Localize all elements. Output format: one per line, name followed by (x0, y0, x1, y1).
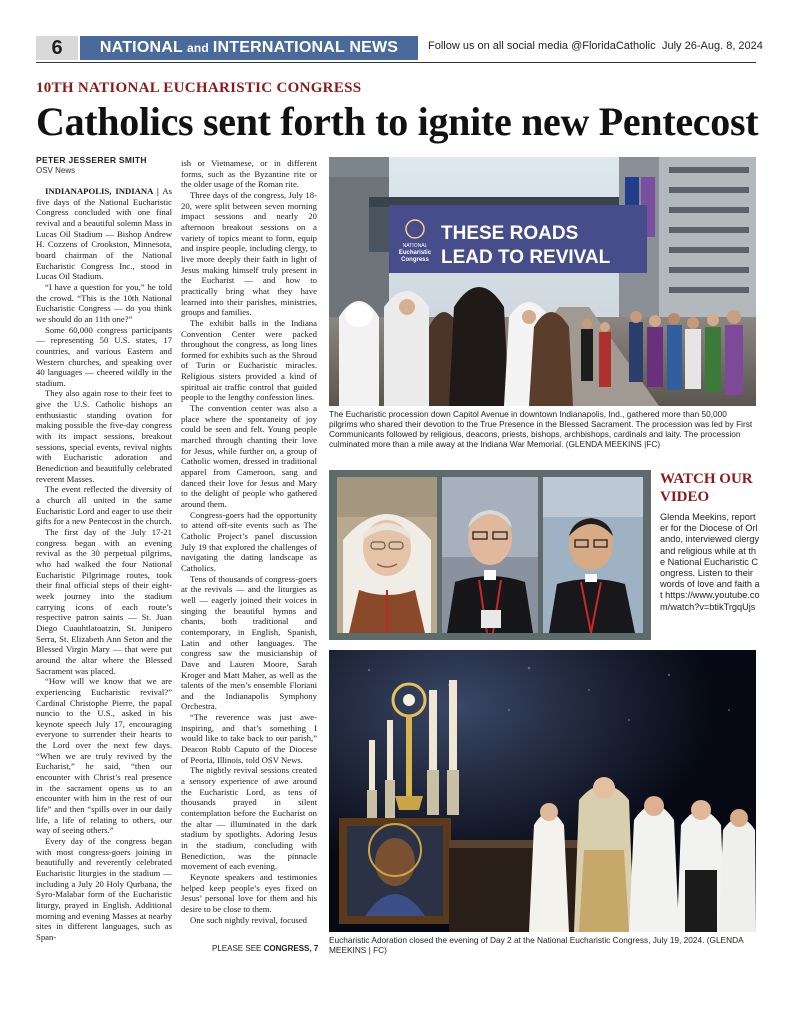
section-banner (80, 36, 418, 60)
video-stills (329, 470, 651, 640)
article-paragraph: “How will we know that we are experiencing Eucharistic revival?” Cardinal Christophe Pierre, the papal nuncio to the U.S., asked in his keynote speech July 17, encouraging everyone to surrender their hearts to the Lord over the next few days. “When we are truly revived by the Eucharist,” he said, “then our encounter with Christ’s real presence in the sacrament opens us to an encounter with him in the rest of our life” and then “spills over in our daily life, a life of relating to others, our way of seeing others.” (36, 676, 172, 836)
social-media-line: Follow us on all social media @FloridaCatholic (428, 40, 656, 52)
article-paragraph: Three days of the congress, July 18-20, were split between seven morning impact sessions and nearly 20 afternoon breakout sessions on a variety of topics meant to form, equip and inspire people, including clergy, to live more deeply their faith in light of Jesus making himself truly present in the Eucharist — and how to practically bring what they have learned into their parishes, ministries, groups and families. (181, 189, 317, 318)
article-column-2 (181, 158, 317, 940)
adoration-caption: Eucharistic Adoration closed the evening of Day 2 at the National Eucharistic Congress, July 19, 2024. (GLENDA MEEKINS | FC) (329, 935, 744, 955)
banner-line-2: LEAD TO REVIVAL (441, 247, 611, 268)
article-paragraph: Every day of the congress began with most congress-goers joining in beautifully and reverently celebrated Eucharistic liturgies in the stadium — including a July 20 Holy Qurbana, the Syro-Malabar form of the Eucharistic liturgy, prayed in English. Additional morning and evening Masses at nearby sites in different languages, such as Span- (36, 836, 172, 942)
article-paragraph: “I have a question for you,” he told the crowd. “This is the 10th National Eucharistic Congress — do you think we should do an 11th one?” (36, 281, 172, 324)
section-label-main: NATIONAL (99, 39, 183, 56)
banner-logo-small: NATIONAL (402, 243, 428, 249)
watch-video-text[interactable]: Glenda Meekins, reporter for the Diocese of Orlando, interviewed clergy and religious while at the National Eucharistic Congress. Listen to their words of love and faith at https://www.youtube.com/watch?v=btikTrgqUjs (660, 512, 760, 612)
article-paragraph: Congress-goers had the opportunity to attend off-site events such as The Catholic Project’s panel discussion July 19 that explored the challenges of navigating the dating landscape as Catholics. (181, 509, 317, 573)
adoration-illustration (329, 650, 756, 932)
article-paragraph: Keynote speakers and testimonies helped keep people’s eyes fixed on Jesus’ personal love for them and his desire to be close to them. (181, 871, 317, 914)
procession-photo (329, 157, 756, 406)
dateline: INDIANAPOLIS, INDIANA | (45, 186, 159, 196)
article-paragraph: Tens of thousands of congress-goers at the revivals — and the liturgies as well — eagerly joined their voices in singing the beautiful hymns and chants, both traditional and contemporary, in English, Spanish, Latin and other languages. The congress saw the musicianship of Dave and Lauren Moore, Sarah Kroger and Matt Maher, as well as the talents of the men’s ensemble Floriani and the Indianapolis Symphony Orchestra. (181, 573, 317, 712)
article-paragraph: One such nightly revival, focused (190, 914, 308, 925)
article-paragraph: INDIANAPOLIS, INDIANA | As five days of the National Eucharistic Congress concluded with one final revival and a beautiful solemn Mass in Lucas Oil Stadium — Bishop Andrew H. Cozzens of Crookston, Minnesota, board chairman of the National Eucharistic Congress Inc., stood in Lucas Oil Stadium. (36, 186, 172, 282)
article-paragraph: The first day of the July 17-21 congress began with an evening revival as the 30 perpetual pilgrims, who had walked the four National Eucharistic Pilgrimage routes, took their final official steps of their eight-week journey into the stadium carrying icons of each route’s respective patron saints — St. Juan Diego Cuauhtlatoatzin, St. Junipero Serra, St. Elizabeth Ann Seton and the Blessed Virgin Mary — that were put around the altar where the Blessed Sacrament was placed. (36, 527, 172, 676)
issue-date: July 26-Aug. 8, 2024 (662, 40, 763, 52)
article-paragraph: The event reflected the diversity of a church all united in the same Eucharistic Lord and eager to use their gifts for a new Pentecost in the church. (36, 484, 172, 527)
article-paragraph: They also again rose to their feet to give the U.S. Catholic bishops an enthusiastic standing ovation for making possible the five-day congress with its impact sessions, breakout sessions, special events, revival nights with Eucharistic adoration and Benediction and beautifully celebrated reverent Masses. (36, 388, 172, 484)
page-number: 6 (36, 36, 78, 60)
section-label-rest: INTERNATIONAL NEWS (212, 39, 399, 56)
article-paragraph: “The reverence was just awe-inspiring, and that’s something I would like to take back to our parish,” Deacon Robb Caputo of the Diocese of Peoria, Illinois, told OSV News. (181, 712, 317, 765)
article-paragraph: The convention center was also a place where the spontaneity of joy could be seen and felt. Young people marched through chanting their love for Jesus, while further on, a group of Catholic women, dressed in traditional apparel from Cameroon, sang and danced their love for Jesus and Mary to the delight of people who gathered around them. (181, 403, 317, 509)
banner-logo-big: Eucharistic (398, 250, 432, 256)
article-paragraph: ish or Vietnamese, or in different forms, such as the Byzantine rite or the older usage of the Roman rite. (181, 158, 317, 190)
procession-caption: The Eucharistic procession down Capitol Avenue in downtown Indianapolis, Ind., gathered more than 50,000 pilgrims who shared their devotion to the True Presence in the Blessed Sacrament. The procession was led by First Communicants followed by religious, deacons, priests, bishops, archbishops, cardinals and laity. The procession culminated more than a mile away at the Indiana War Memorial. (GLENDA MEEKINS |FC) (329, 409, 753, 449)
article-paragraph: Some 60,000 congress participants — representing 50 U.S. states, 17 countries, and various Eastern and Western churches, and speaking over 40 languages — cheered wildly in the stadium. (36, 324, 172, 388)
jump-target: CONGRESS, 7 (263, 944, 319, 953)
article-paragraph: The nightly revival sessions created a sensory experience of awe around the Eucharistic Lord, as tens of thousands prayed in silent contemplation before the Eucharist on the altar — illuminated in the dark stadium by spotlights. Adoring Jesus in the stadium, concluding with Benediction, was the pinnacle movement of each evening. (181, 765, 317, 872)
jump-prefix: PLEASE SEE (212, 944, 262, 953)
article-paragraph: The exhibit halls in the Indiana Convention Center were packed throughout the congress, as long lines formed for exhibits such as the Shroud of Turin or Eucharistic miracles. Religious sisters provided a kind of spiritual air traffic control that guided people to the lengthy confession lines. (181, 317, 317, 403)
banner-logo-sub: Congress (401, 257, 429, 263)
procession-illustration (329, 157, 756, 406)
article-column-1 (36, 186, 172, 956)
banner-line-1: THESE ROADS (441, 223, 579, 244)
header-rule (36, 62, 756, 63)
byline: PETER JESSERER SMITH (36, 155, 147, 165)
byline-outlet: OSV News (36, 166, 76, 175)
continued-jump-line[interactable] (212, 944, 318, 953)
video-thumbnail[interactable] (329, 470, 651, 640)
article-headline: Catholics sent forth to ignite new Pentecost (36, 99, 759, 144)
section-label-and: and (186, 41, 209, 55)
watch-video-title: WATCH OUR VIDEO (660, 471, 753, 505)
article-kicker: 10TH NATIONAL EUCHARISTIC CONGRESS (36, 80, 362, 96)
adoration-photo (329, 650, 756, 932)
